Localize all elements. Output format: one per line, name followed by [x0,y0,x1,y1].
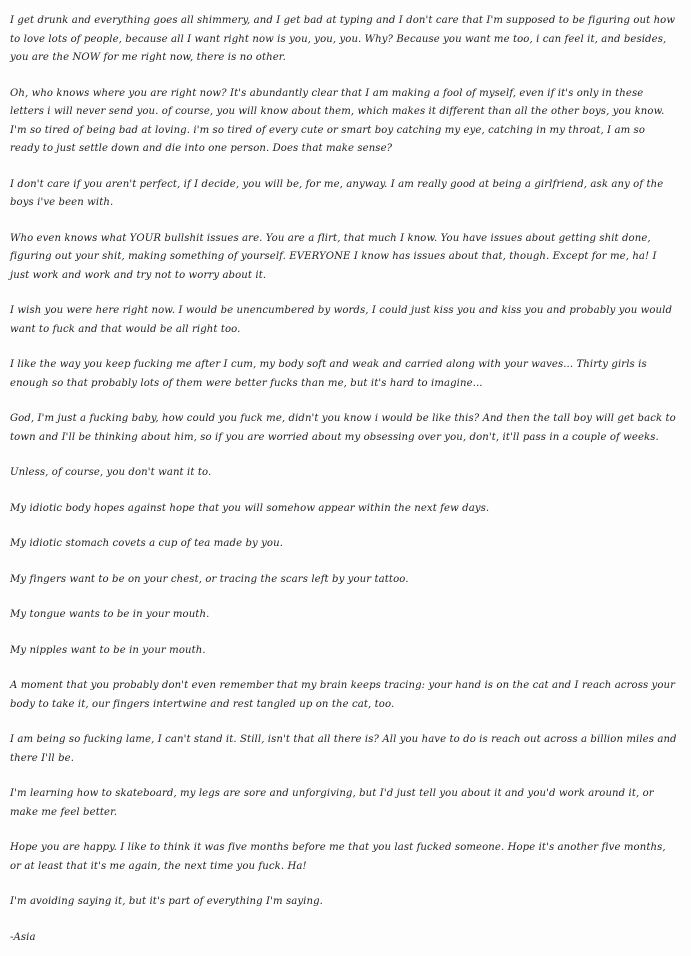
paragraph-7: God, I'm just a fucking baby, how could you fuck me, didn't you know i would be like this? And then the tall boy will get back to town and I'll be thinking about him, so if you are worried about my obsessing over you, don't, it'll pass in a couple of weeks. [10,413,676,443]
paragraph-16: I'm learning how to skateboard, my legs are sore and unforgiving, but I'd just tell you about it and you'd work around it, or make me feel better. [10,788,654,818]
paragraph-3: I don't care if you aren't perfect, if I decide, you will be, for me, anyway. I am really good at being a girlfriend, ask any of the boys i've been with. [10,178,664,208]
paragraph-11: My fingers want to be on your chest, or tracing the scars left by your tattoo. [10,573,409,585]
paragraph-10: My idiotic stomach covets a cup of tea made by you. [10,538,284,549]
signature: -Asia [10,931,36,943]
paragraph-15: I am being so fucking lame, I can't stand it. Still, isn't that all there is? All you have to do is reach out across a billion miles and there I'll be. [10,734,677,764]
paragraph-2: Oh, who knows where you are right now? It's abundantly clear that I am making a fool of myself, even if it's only in these letters i will never send you. of course, you will know about them, which makes it different than all the other boys, you know. I'm so tired of being bad at loving. i'm so tired of every cute or smart boy catching my eye, catching in my throat, I am so ready to just settle down and die into one person. Does that make sense? [10,87,665,154]
paragraph-14: A moment that you probably don't even remember that my brain keeps tracing: your hand is on the cat and I reach across your body to take it, our fingers intertwine and rest tangled up on the cat, too. [10,680,676,710]
paragraph-9: My idiotic body hopes against hope that you will somehow appear within the next few days. [10,502,490,514]
paragraph-17: Hope you are happy. I like to think it was five months before me that you last fucked someone. Hope it's another five months, or at least that it's me again, the next time you fuck. Ha! [10,842,666,872]
paragraph-4: Who even knows what YOUR bullshit issues are. You are a flirt, that much I know. You have issues about getting shit done, figuring out your shit, making something of yourself. EVERYONE I know has issues about that, though. Except for me, ha! I just work and work and try not to worry about it. [10,232,657,281]
paragraph-8: Unless, of course, you don't want it to. [10,467,212,478]
paragraph-6: I like the way you keep fucking me after I cum, my body soft and weak and carried along with your waves... Thirty girls is enough so that probably lots of them were better fucks than me, but it's hard to imagine... [10,359,647,389]
paragraph-18: I'm avoiding saying it, but it's part of everything I'm saying. [10,896,323,907]
paragraph-5: I wish you were here right now. I would be unencumbered by words, I could just kiss you and kiss you and probably you would want to fuck and that would be all right too. [10,305,673,335]
paragraph-13: My nipples want to be in your mouth. [10,644,206,656]
paragraph-12: My tongue wants to be in your mouth. [10,609,210,620]
paragraph-1: I get drunk and everything goes all shimmery, and I get bad at typing and I don't care that I'm supposed to be figuring out how to love lots of people, because all I want right now is you, you, you. Why? Because you want me too, i can feel it, and besides, you are the NOW for me right now, there is no other. [10,15,676,63]
